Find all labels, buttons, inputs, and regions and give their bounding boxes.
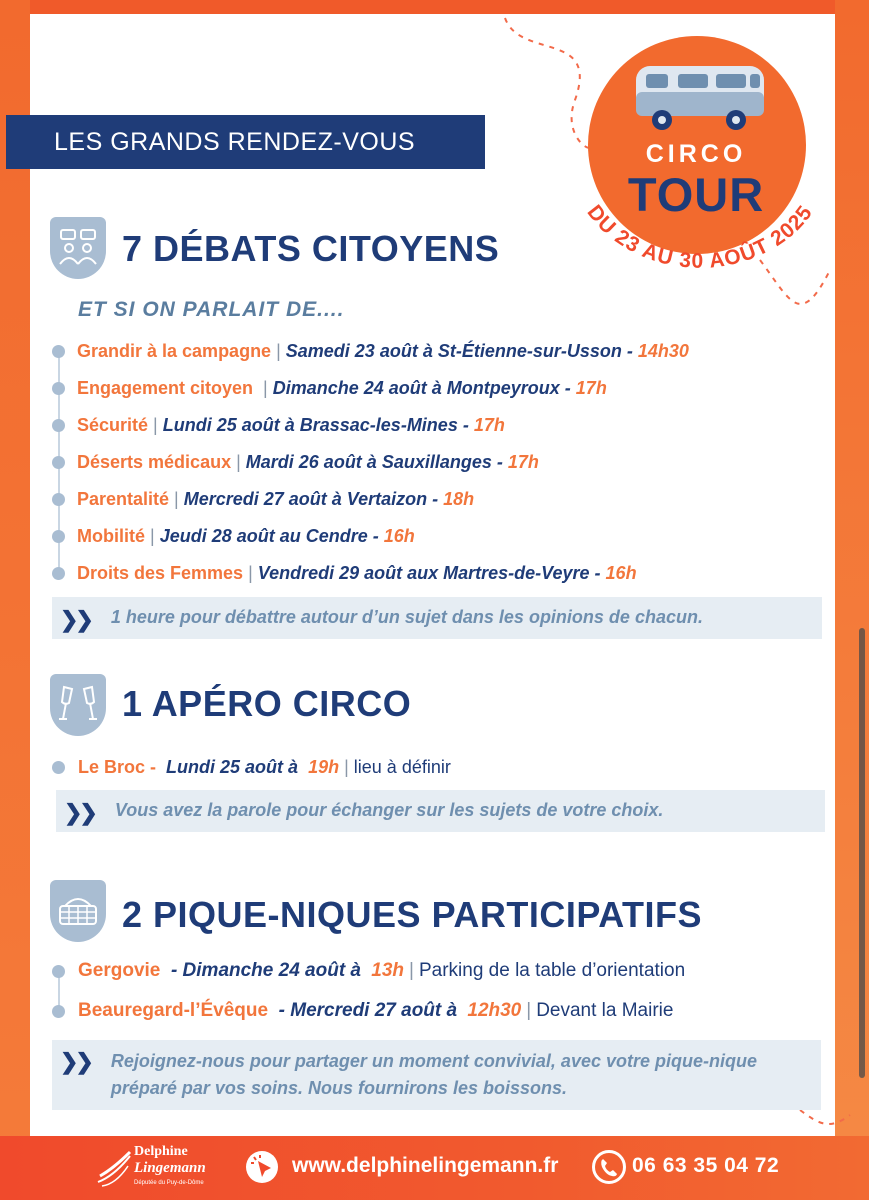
debate-item: Engagement citoyen | Dimanche 24 août à Montpeyroux - 17h (77, 378, 607, 398)
logo-swoosh-icon (96, 1146, 134, 1188)
debats-title: 7 DÉBATS CITOYENS (122, 228, 500, 269)
champagne-glasses-icon (50, 674, 106, 736)
debate-topic: Grandir à la campagne (77, 341, 272, 361)
piquenique-note-text: Rejoignez-nous pour partager un moment convivial, avec votre pique-nique préparé par vos soins. Nous fournirons les boissons. (110, 1051, 757, 1098)
timeline-dot (52, 419, 65, 432)
debate-item: Grandir à la campagne | Samedi 23 août à St-Étienne-sur-Usson - 14h30 (77, 341, 689, 361)
debate-when: Lundi 25 août à Brassac-les-Mines - (162, 415, 469, 435)
logo-last-name: Lingemann (134, 1160, 206, 1176)
cursor-click-icon (246, 1151, 278, 1183)
debate-topic: Déserts médicaux (77, 452, 232, 472)
debate-when: Jeudi 28 août au Cendre - (159, 526, 379, 546)
timeline-dot (52, 345, 65, 358)
debate-item: Sécurité | Lundi 25 août à Brassac-les-Mines - 17h (77, 415, 505, 435)
double-chevron-icon: ❯❯ (60, 1049, 91, 1074)
double-chevron-icon: ❯❯ (64, 800, 95, 825)
piquenique-time: 12h30 (467, 1000, 522, 1021)
phone-number[interactable]: 06 63 35 04 72 (632, 1154, 780, 1177)
phone-icon (592, 1150, 626, 1184)
piquenique-location: Devant la Mairie (536, 1000, 674, 1021)
debate-topic: Parentalité (77, 489, 170, 509)
piquenique-place-name: Gergovie (78, 960, 161, 981)
debate-when: Mercredi 27 août à Vertaizon - (183, 489, 439, 509)
debate-topic: Mobilité (77, 526, 145, 546)
timeline-dot (52, 761, 65, 774)
debate-time: 18h (443, 489, 475, 509)
piquenique-item: Gergovie - Dimanche 24 août à 13h | Parking de la table d’orientation (78, 960, 686, 981)
debate-time: 17h (507, 452, 539, 472)
badge-tour-label: TOUR (627, 168, 765, 221)
piquenique-note (52, 1040, 821, 1110)
debate-icon (50, 217, 106, 279)
website-link[interactable]: www.delphinelingemann.fr (292, 1154, 559, 1177)
svg-text:DU 23 AU 30 AOÛT 2025 (583, 201, 818, 273)
debats-note (52, 597, 822, 639)
timeline-dot (52, 1005, 65, 1018)
debate-topic: Sécurité (77, 415, 149, 435)
logo-first-name: Delphine (134, 1144, 188, 1159)
debate-when: Dimanche 24 août à Montpeyroux - (272, 378, 571, 398)
footer (0, 1136, 869, 1200)
double-chevron-icon: ❯❯ (60, 607, 91, 632)
apero-place-name: Le Broc - (78, 757, 157, 777)
debate-when: Samedi 23 août à St-Étienne-sur-Usson - (285, 341, 633, 361)
piquenique-time: 13h (371, 960, 405, 981)
timeline-dot (52, 382, 65, 395)
debate-time: 16h (383, 526, 415, 546)
timeline-dot (52, 493, 65, 506)
apero-item: Le Broc - Lundi 25 août à 19h | lieu à définir (78, 757, 451, 777)
piquenique-when: - Mercredi 27 août à (278, 1000, 458, 1021)
debate-topic: Droits des Femmes (77, 563, 244, 583)
badge-dates: DU 23 AU 30 AOÛT 2025 (582, 200, 818, 273)
van-icon (630, 58, 770, 138)
debate-item: Droits des Femmes | Vendredi 29 août aux Martres-de-Veyre - 16h (77, 563, 637, 583)
piquenique-title: 2 PIQUE-NIQUES PARTICIPATIFS (122, 894, 703, 935)
timeline-dot (52, 567, 65, 580)
piquenique-item: Beauregard-l’Évêque - Mercredi 27 août à 12h30 | Devant la Mairie (78, 1000, 674, 1021)
debate-when: Vendredi 29 août aux Martres-de-Veyre - (257, 563, 601, 583)
piquenique-when: - Dimanche 24 août à (170, 960, 361, 981)
badge-circo-label: CIRCO (645, 140, 747, 168)
apero-time: 19h (308, 757, 340, 777)
badge-dates-arc (560, 140, 840, 300)
debats-note-text: 1 heure pour débattre autour d’un sujet dans les opinions de chacun. (110, 607, 703, 627)
debate-topic: Engagement citoyen (77, 378, 254, 398)
timeline-dot (52, 456, 65, 469)
debate-item: Déserts médicaux | Mardi 26 août à Sauxillanges - 17h (77, 452, 539, 472)
picnic-basket-icon (50, 880, 106, 942)
piquenique-place-name: Beauregard-l’Évêque (78, 1000, 269, 1021)
piquenique-location: Parking de la table d’orientation (418, 960, 686, 981)
debate-time: 17h (575, 378, 607, 398)
debate-item: Mobilité | Jeudi 28 août au Cendre - 16h (77, 526, 415, 546)
timeline-dot (52, 530, 65, 543)
apero-note (56, 790, 825, 832)
apero-title: 1 APÉRO CIRCO (122, 683, 412, 724)
debate-time: 17h (473, 415, 505, 435)
debats-subtitle: ET SI ON PARLAIT DE.... (78, 298, 345, 321)
debate-item: Parentalité | Mercredi 27 août à Vertaizon - 18h (77, 489, 475, 509)
apero-location: lieu à définir (353, 757, 451, 777)
debate-time: 14h30 (637, 341, 689, 361)
timeline-dot (52, 965, 65, 978)
apero-note-text: Vous avez la parole pour échanger sur les sujets de votre choix. (114, 800, 664, 820)
debate-time: 16h (605, 563, 637, 583)
apero-when: Lundi 25 août à (166, 757, 299, 777)
logo-subtitle: Députée du Puy-de-Dôme (134, 1180, 204, 1186)
debate-when: Mardi 26 août à Sauxillanges - (245, 452, 503, 472)
section-banner: LES GRANDS RENDEZ-VOUS (6, 115, 485, 169)
